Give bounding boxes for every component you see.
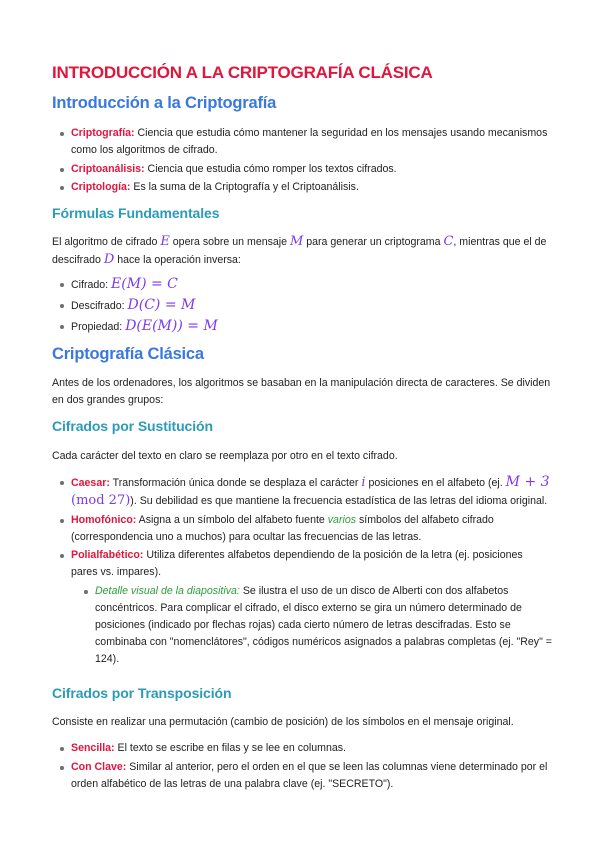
math-caesar-formula: M + 3 xyxy=(505,474,550,490)
formula-label: Propiedad: xyxy=(71,321,126,333)
sustitucion-list xyxy=(52,474,552,669)
list-item xyxy=(52,274,552,295)
formula-cifrado: E(M) = C xyxy=(111,276,178,292)
list-item xyxy=(52,316,552,337)
text-span: El algoritmo de cifrado xyxy=(52,236,161,248)
sustitucion-paragraph: Cada carácter del texto en claro se reemplaza por otro en el texto cifrado. xyxy=(52,450,398,462)
transposicion-list xyxy=(52,740,552,794)
clasica-heading: Criptografía Clásica xyxy=(52,345,204,363)
list-item xyxy=(52,179,552,196)
list-item xyxy=(52,125,552,159)
list-item xyxy=(52,161,552,178)
emphasis-varios: varios xyxy=(327,513,357,526)
math-var-d: D xyxy=(103,252,115,267)
formula-label: Cifrado: xyxy=(71,279,112,291)
transposicion-heading: Cifrados por Transposición xyxy=(52,685,232,701)
detail-label: Detalle visual de la diapositiva: xyxy=(95,584,240,597)
transposicion-paragraph: Consiste en realizar una permutación (cambio de posición) de los símbolos en el mensaje original. xyxy=(52,716,514,728)
term-criptografia: Criptografía: xyxy=(71,127,135,139)
term-caesar: Caesar: xyxy=(71,477,110,489)
text-span: Se ilustra el uso de un disco de Alberti con dos alfabetos concéntricos. Para complicar el cifrado, el disco externo se gira un número determinado de posiciones (indicado por flechas rojas) cada cierto número de letras descifradas. Esto se combinaba con "nomenclátores", códigos numéricos asignados a palabras completas (ej. "Rey" = 124). xyxy=(95,584,552,665)
intro-list xyxy=(52,125,552,198)
list-item xyxy=(52,512,552,546)
math-var-c: C xyxy=(443,234,454,249)
text-span: Transformación única donde se desplaza el carácter xyxy=(109,477,362,489)
definition-text: Es la suma de la Criptografía y el Criptoanálisis. xyxy=(130,181,359,193)
math-var-i: i xyxy=(361,475,366,490)
list-item xyxy=(52,474,552,510)
text-span: El texto se escribe en filas y se lee en columnas. xyxy=(114,742,346,754)
formula-label: Descifrado: xyxy=(71,300,128,312)
formula-descifrado: D(C) = M xyxy=(127,297,196,313)
formulas-paragraph xyxy=(52,233,552,269)
list-item xyxy=(52,740,552,757)
list-item xyxy=(52,759,552,793)
document-title: INTRODUCCIÓN A LA CRIPTOGRAFÍA CLÁSICA xyxy=(52,63,433,82)
formulas-list xyxy=(52,274,552,337)
math-var-m: M xyxy=(289,234,304,249)
sustitucion-heading: Cifrados por Sustitución xyxy=(52,418,213,434)
text-span: Asigna a un símbolo del alfabeto fuente xyxy=(136,513,328,526)
list-item xyxy=(76,583,552,668)
term-homofonico: Homofónico: xyxy=(71,513,137,526)
definition-text: Ciencia que estudia cómo mantener la seguridad en los mensajes usando mecanismos como los algoritmos de cifrado. xyxy=(71,127,548,156)
definition-text: Ciencia que estudia cómo romper los textos cifrados. xyxy=(144,162,397,175)
formulas-heading: Fórmulas Fundamentales xyxy=(52,205,220,221)
list-item xyxy=(52,547,552,581)
term-con-clave: Con Clave: xyxy=(71,760,127,773)
intro-heading: Introducción a la Criptografía xyxy=(52,94,277,112)
text-span: Similar al anterior, pero el orden en el que se leen las columnas viene determinado por el orden alfabético de las letras de una palabra clave (ej. "SECRETO"). xyxy=(71,760,548,790)
term-sencilla: Sencilla: xyxy=(71,742,115,754)
formula-propiedad: D(E(M)) = M xyxy=(125,318,218,334)
text-span: ). Su debilidad es que mantiene la frecuencia estadística de las letras del idioma original. xyxy=(130,495,548,507)
clasica-paragraph: Antes de los ordenadores, los algoritmos se basaban en la manipulación directa de caracteres. Se dividen en dos grandes grupos: xyxy=(52,377,551,406)
text-span: opera sobre un mensaje xyxy=(169,236,290,248)
term-criptologia: Criptología: xyxy=(71,181,131,193)
term-criptoanalisis: Criptoanálisis: xyxy=(71,162,145,175)
text-span: para generar un criptograma xyxy=(303,236,444,248)
math-mod: (mod 27) xyxy=(71,493,131,508)
math-var-e: E xyxy=(160,234,170,249)
text-span: hace la operación inversa: xyxy=(114,254,241,266)
text-span: Utiliza diferentes alfabetos dependiendo de la posición de la letra (ej. posiciones pares vs. impares). xyxy=(71,549,523,578)
text-span: posiciones en el alfabeto (ej. xyxy=(365,477,506,489)
term-polialfabetico: Polialfabético: xyxy=(71,549,144,561)
list-item xyxy=(52,295,552,316)
text-span: símbolos del alfabeto cifrado (correspondencia uno a muchos) para ocultar las frecuencias de las letras. xyxy=(71,513,494,543)
text-span: , mientras que el de descifrado xyxy=(52,236,547,266)
